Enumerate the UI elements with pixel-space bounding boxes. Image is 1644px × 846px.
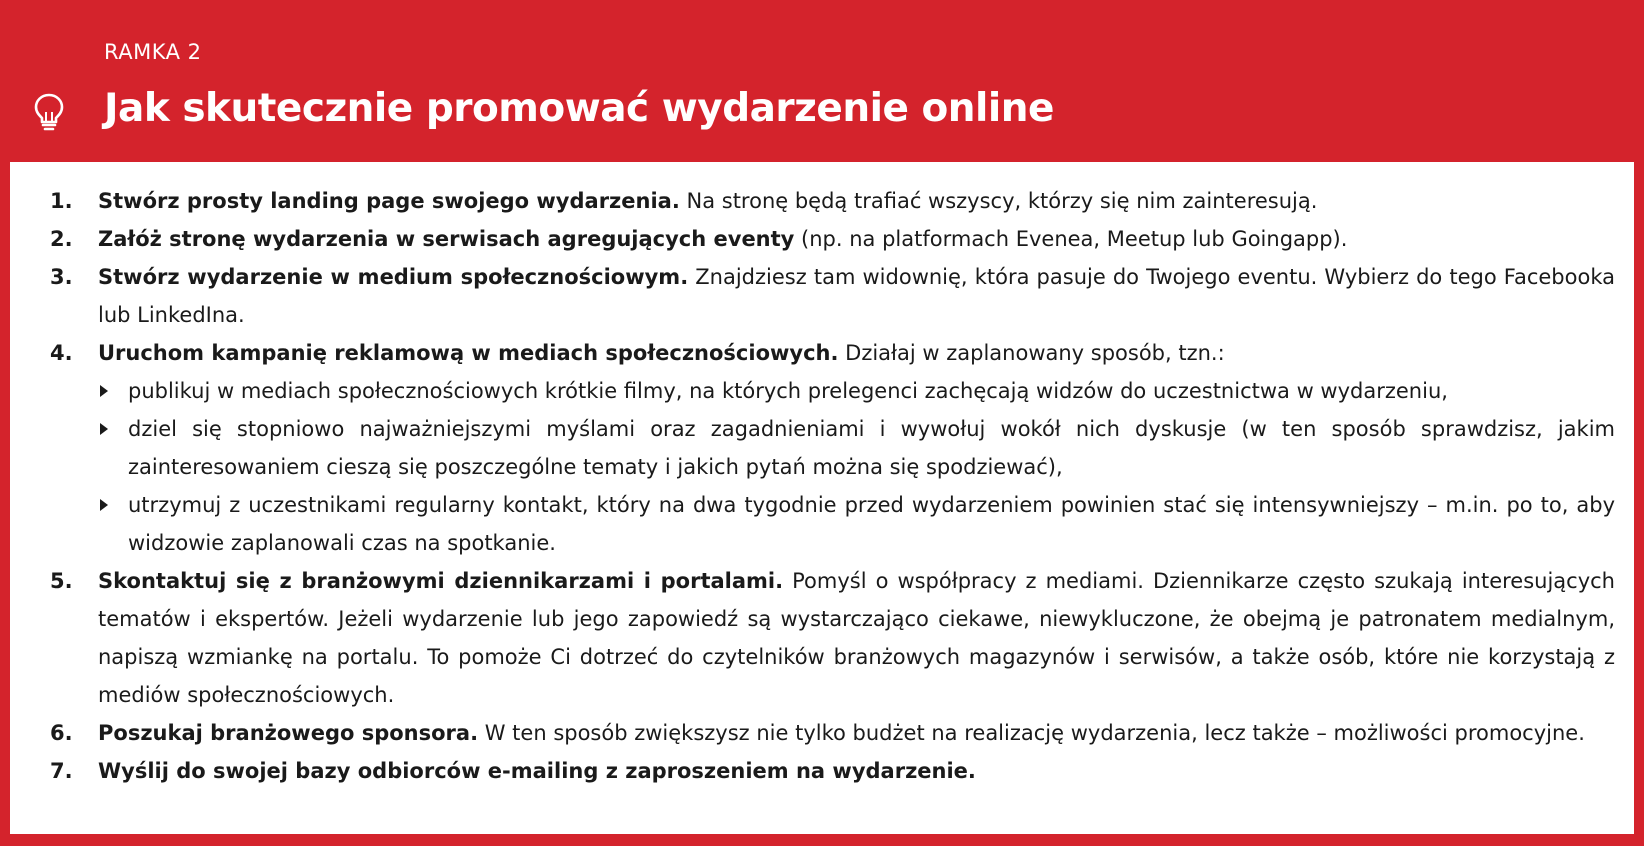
content-panel (10, 162, 1634, 834)
list-item (40, 752, 1615, 790)
list-item (40, 334, 1615, 562)
triangle-bullet-icon (100, 385, 108, 397)
step-lead: Wyślij do swojej bazy odbiorców e-mailing z zaproszeniem na wydarzenie. (98, 759, 976, 783)
box-header (0, 0, 1644, 162)
step-lead: Stwórz prosty landing page swojego wydarzenia. (98, 189, 680, 213)
step-lead: Stwórz wydarzenie w medium społecznościowym. (98, 265, 689, 289)
steps-list (40, 182, 1615, 790)
list-item (40, 562, 1615, 714)
triangle-bullet-icon (100, 423, 108, 435)
step-lead: Poszukaj branżowego sponsora. (98, 721, 479, 745)
step-number: 4. (50, 341, 73, 365)
box-label: RAMKA 2 (104, 40, 202, 64)
step-number: 3. (50, 265, 73, 289)
sub-item-text: dziel się stopniowo najważniejszymi myślami oraz zagadnieniami i wywołuj wokół nich dyskusje (w ten sposób sprawdzisz, jakim zainteresowaniem cieszą się poszczególne tematy i jakich pytań można się spodziewać), (128, 417, 1615, 479)
step-text: Na stronę będą trafiać wszyscy, którzy się nim zainteresują. (679, 189, 1318, 213)
lightbulb-icon (32, 92, 66, 132)
step-lead: Uruchom kampanię reklamową w mediach społecznościowych. (98, 341, 839, 365)
sub-item-text: publikuj w mediach społecznościowych krótkie filmy, na których prelegenci zachęcają widzów do uczestnictwa w wydarzeniu, (128, 379, 1448, 403)
sub-list-item (98, 372, 1615, 410)
sub-item-text: utrzymuj z uczestnikami regularny kontakt, który na dwa tygodnie przed wydarzeniem powinien stać się intensywniejszy – m.in. po to, aby widzowie zaplanowali czas na spotkanie. (128, 493, 1615, 555)
box-title: Jak skutecznie promować wydarzenie online (104, 86, 1054, 131)
step-number: 1. (50, 189, 73, 213)
list-item (40, 714, 1615, 752)
step-text: Działaj w zaplanowany sposób, tzn.: (838, 341, 1225, 365)
sub-list-item (98, 486, 1615, 562)
step-lead: Załóż stronę wydarzenia w serwisach agregujących eventy (98, 227, 795, 251)
step-text: (np. na platformach Evenea, Meetup lub Goingapp). (794, 227, 1348, 251)
step-lead: Skontaktuj się z branżowymi dziennikarzami i portalami. (98, 569, 784, 593)
step-number: 6. (50, 721, 73, 745)
list-item (40, 182, 1615, 220)
sub-list (98, 372, 1615, 562)
step-text: W ten sposób zwiększysz nie tylko budżet na realizację wydarzenia, lecz także – możliwości promocyjne. (478, 721, 1585, 745)
list-item (40, 220, 1615, 258)
sub-list-item (98, 410, 1615, 486)
list-item (40, 258, 1615, 334)
step-number: 2. (50, 227, 73, 251)
step-text: Znajdziesz tam widownię, która pasuje do Twojego eventu. Wybierz do tego Facebooka lub LinkedIna. (98, 265, 1615, 327)
triangle-bullet-icon (100, 499, 108, 511)
step-text: Pomyśl o współpracy z mediami. Dziennikarze często szukają interesujących tematów i ekspertów. Jeżeli wydarzenie lub jego zapowiedź są wystarczająco ciekawe, niewykluczone, że obejmą je patronatem medialnym, napiszą wzmiankę na portalu. To pomoże Ci dotrzeć do czytelników branżowych magazynów i serwisów, a także osób, które nie korzystają z mediów społecznościowych. (98, 569, 1615, 707)
step-number: 7. (50, 759, 73, 783)
step-number: 5. (50, 569, 73, 593)
